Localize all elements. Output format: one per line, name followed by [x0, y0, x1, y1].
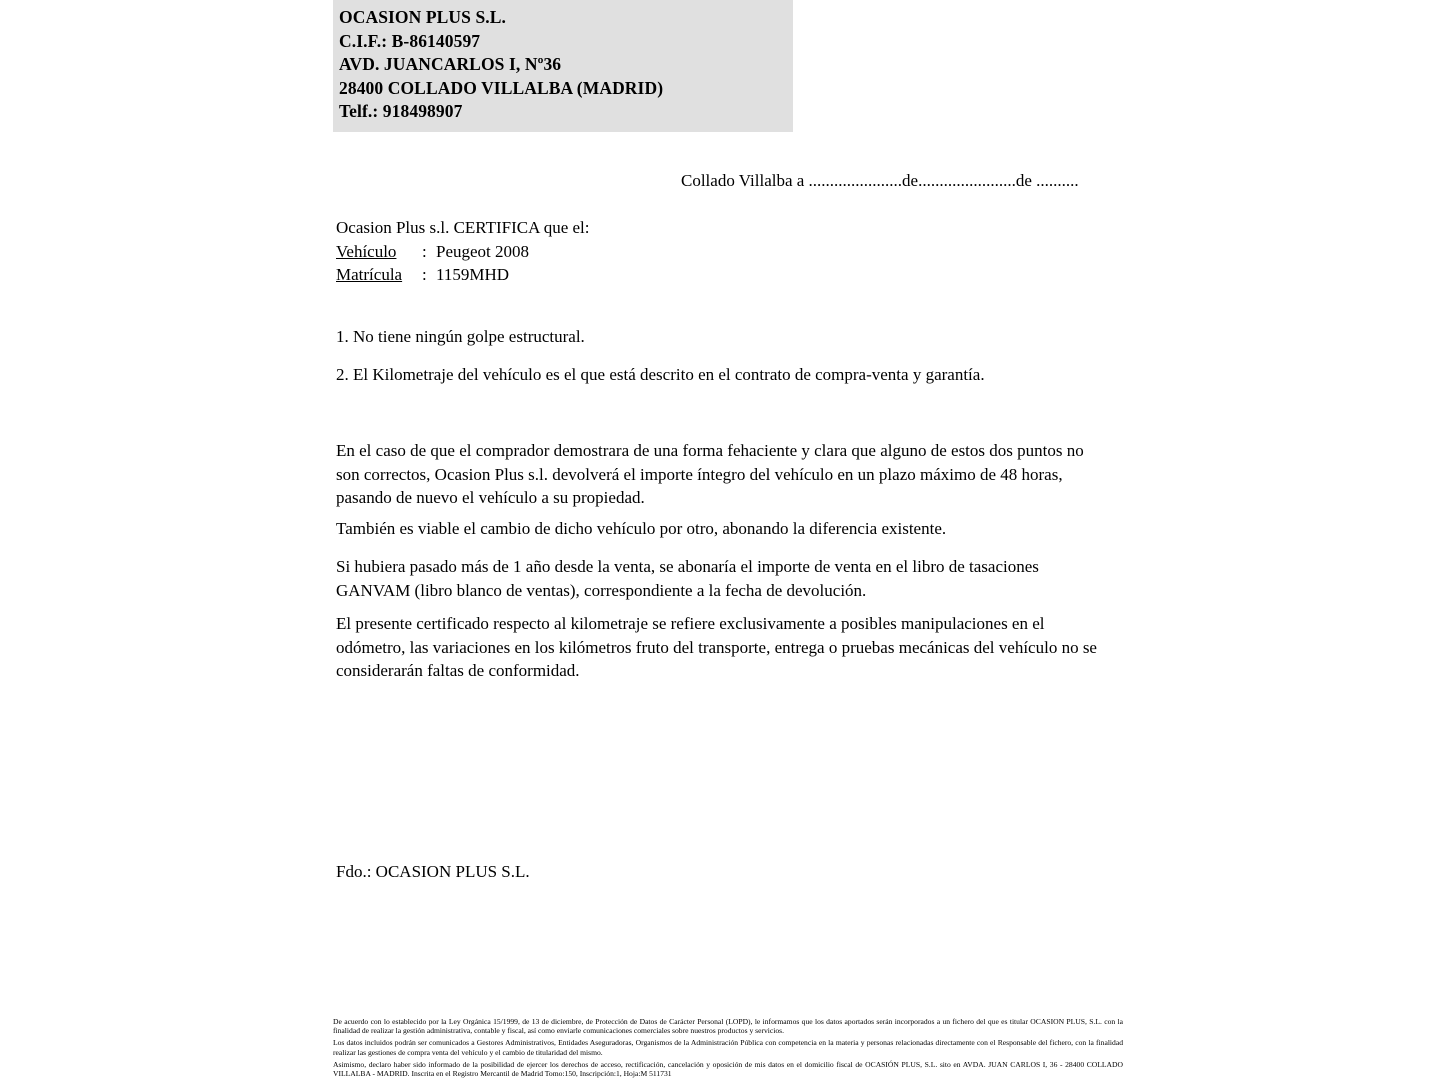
- legal-paragraph-data-sharing: Los datos incluidos podrán ser comunicados a Gestores Administrativos, Entidades Aseguradoras, Organismos de la Administración Pública con competencia en la materia y personas relacionadas directamente con el Responsable del fichero, con la finalidad realizar las gestiones de compra venta del vehículo y el cambio de titularidad del mismo.: [333, 1038, 1123, 1057]
- plate-value: 1159MHD: [436, 265, 510, 284]
- place-date-line: Collado Villalba a ......................de.......................de ..........: [681, 171, 1079, 190]
- company-name: OCASION PLUS S.L.: [339, 7, 507, 27]
- plate-separator: :: [422, 265, 427, 284]
- vehicle-row: [336, 240, 590, 264]
- legal-paragraph-rights: Asimismo, declaro haber sido informado de la posibilidad de ejercer los derechos de acceso, rectificación, cancelación y oposición de mis datos en el domicilio fiscal de OCASIÓN PLUS, S.L. sito en AVDA. JUAN CARLOS I, 36 - 28400 COLLADO VILLALBA - MADRID. Inscrita en el Registro Mercantil de Madrid Tomo:150, Inscripción:1, Hoja:M 511731: [333, 1059, 1123, 1079]
- point-mileage: 2. El Kilometraje del vehículo es el que está descrito en el contrato de compra-venta y garantía.: [336, 365, 985, 384]
- certification-intro: Ocasion Plus s.l. CERTIFICA que el:: [336, 218, 590, 237]
- company-address-city: 28400 COLLADO VILLALBA (MADRID): [339, 77, 664, 98]
- paragraph-refund-terms: En el caso de que el comprador demostrara de una forma fehaciente y clara que alguno de estos dos puntos no son correctos, Ocasion Plus s.l. devolverá el importe íntegro del vehículo en un plazo máximo de 48 horas, pasando de nuevo el vehículo a su propiedad.: [336, 441, 1084, 507]
- company-phone: Telf.: 918498907: [339, 101, 463, 121]
- certification-block: [336, 216, 590, 287]
- company-cif: C.I.F.: B-86140597: [339, 30, 481, 51]
- plate-row: [336, 263, 590, 287]
- company-letterhead: [333, 0, 793, 132]
- plate-label: Matrícula: [336, 265, 403, 284]
- vehicle-value: Peugeot 2008: [436, 241, 530, 261]
- vehicle-label: Vehículo: [336, 241, 397, 261]
- paragraph-odometer-scope: El presente certificado respecto al kilometraje se refiere exclusivamente a posibles manipulaciones en el odómetro, las variaciones en los kilómetros fruto del transporte, entrega o pruebas mecánicas del vehículo no se considerarán faltas de conformidad.: [336, 614, 1097, 680]
- point-structural-damage: 1. No tiene ningún golpe estructural.: [336, 327, 585, 346]
- signature-line: Fdo.: OCASION PLUS S.L.: [336, 862, 530, 881]
- paragraph-ganvam-valuation: Si hubiera pasado más de 1 año desde la venta, se abonaría el importe de venta en el libro de tasaciones GANVAM (libro blanco de ventas), correspondiente a la fecha de devolución.: [336, 557, 1039, 600]
- vehicle-separator: :: [422, 241, 427, 261]
- paragraph-vehicle-exchange: También es viable el cambio de dicho vehículo por otro, abonando la diferencia existente.: [336, 519, 947, 538]
- legal-paragraph-lopd: De acuerdo con lo establecido por la Ley Orgánica 15/1999, de 13 de diciembre, de Protección de Datos de Carácter Personal (LOPD), le informamos que los datos aportados serán incorporados a un fichero del que es titular OCASION PLUS, S.L. con la finalidad de realizar la gestión administrativa, contable y fiscal, así como enviarle comunicaciones comerciales sobre nuestros productos y servicios.: [333, 1017, 1123, 1036]
- legal-footer: [333, 1017, 1123, 1081]
- company-address-street: AVD. JUANCARLOS I, Nº36: [339, 54, 562, 74]
